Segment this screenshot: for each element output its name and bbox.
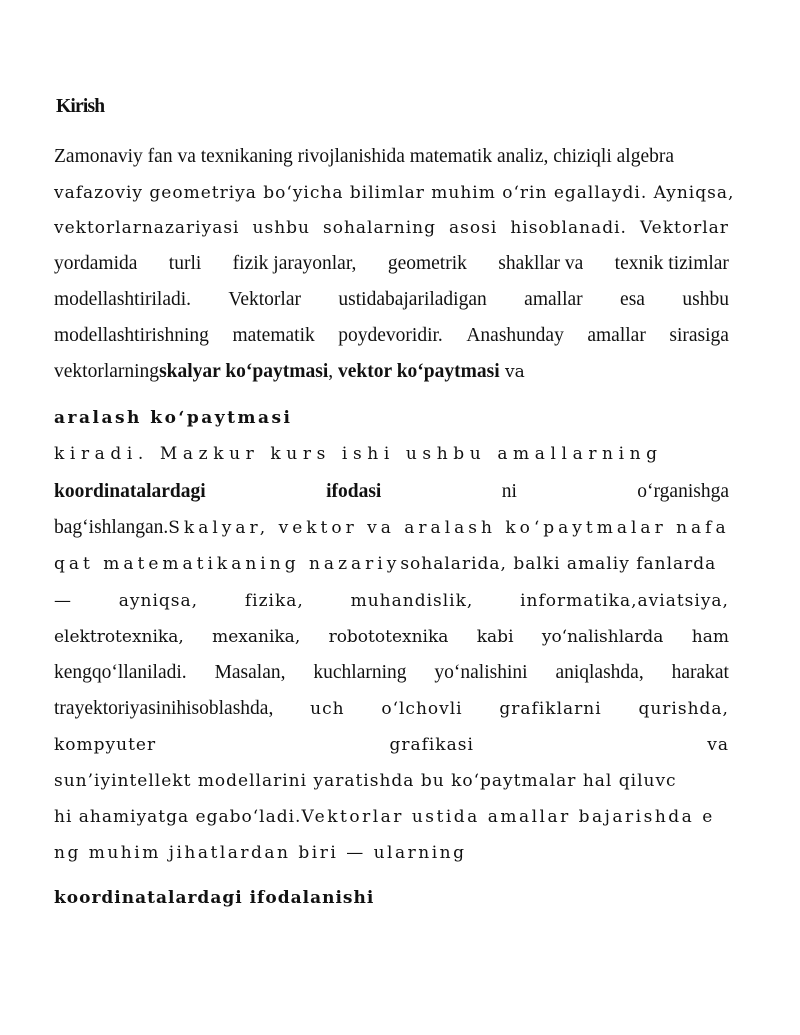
word: yo‘nalishini xyxy=(434,662,528,683)
text-line-4 xyxy=(54,252,729,276)
text-line-8 xyxy=(54,406,729,430)
word: harakat xyxy=(671,662,729,683)
word: ushbu xyxy=(682,289,729,310)
word: ustidabajariladigan xyxy=(338,289,487,310)
word: o‘lchovli xyxy=(381,699,463,719)
text-line-18 xyxy=(54,769,729,793)
word: trayektoriyasinihisoblashda, xyxy=(54,698,274,719)
text-line-3 xyxy=(54,216,729,240)
text-line-2 xyxy=(54,181,735,205)
word: kompyuter xyxy=(54,735,157,755)
text-line-9 xyxy=(54,442,729,466)
text-line-6 xyxy=(54,324,729,348)
text-line-19 xyxy=(54,805,729,829)
word: uch xyxy=(310,699,345,719)
bold-term: vektor ko‘paytmasi xyxy=(338,361,500,382)
word: esa xyxy=(620,289,645,310)
word: vektorlarnazariyasi xyxy=(54,218,240,238)
word: o‘rganishga xyxy=(637,481,729,502)
word: amallar xyxy=(587,325,646,346)
text-line-11 xyxy=(54,516,729,540)
word: matematik xyxy=(232,325,315,346)
word: robototexnika xyxy=(328,627,449,647)
word: qurishda, xyxy=(638,699,729,719)
word: kuchlarning xyxy=(313,662,407,683)
text-line-17 xyxy=(54,733,729,757)
word: sirasiga xyxy=(669,325,729,346)
word: texnik tizimlar xyxy=(614,253,729,274)
word: grafikasi xyxy=(389,735,474,755)
word: Masalan, xyxy=(214,662,286,683)
text-line-1 xyxy=(54,145,729,169)
line-text: bag‘ishlangan. xyxy=(54,517,169,538)
word: turli xyxy=(168,253,202,274)
word: hisoblanadi. xyxy=(510,218,627,238)
line-text: Skalyar, vektor va aralash ko‘paytmalar nafa xyxy=(168,518,730,538)
line-text: Zamonaviy fan va texnikaning rivojlanishida matematik analiz, chiziqli algebra xyxy=(54,146,674,167)
word: sohalarning xyxy=(323,218,436,238)
word: Vektorlar xyxy=(639,218,729,238)
word: modellashtirishning xyxy=(54,325,209,346)
text-line-10 xyxy=(54,480,729,504)
word: modellashtiriladi. xyxy=(54,289,192,310)
text-line-12 xyxy=(54,552,729,576)
word: grafiklarni xyxy=(499,699,602,719)
bold-term: ifodasi xyxy=(326,481,382,502)
line-text: , xyxy=(328,361,339,382)
word: elektrotexnika, xyxy=(54,627,184,647)
line-text: sohalarida, balki amaliy fanlarda xyxy=(400,554,717,574)
word: kengqo‘llaniladi. xyxy=(54,662,187,683)
line-text: va xyxy=(499,362,525,382)
line-text: kiradi. Mazkur kurs ishi ushbu amallarning xyxy=(54,444,663,464)
line-text: sun’iyintellekt modellarini yaratishda bu ko‘paytmalar hal qiluvc xyxy=(54,771,677,791)
word: asosi xyxy=(449,218,498,238)
word: — xyxy=(54,591,72,611)
word: mexanika, xyxy=(212,627,301,647)
line-text: ng muhim jihatlardan biri — ularning xyxy=(54,843,467,863)
text-line-15 xyxy=(54,661,729,685)
text-line-5 xyxy=(54,288,729,312)
word: fizik jarayonlar, xyxy=(232,253,357,274)
word: ham xyxy=(691,627,729,647)
line-text: Vektorlar ustida amallar bajarishda e xyxy=(301,807,715,827)
text-line-13 xyxy=(54,589,729,613)
line-text: vektorlarning xyxy=(54,361,160,382)
line-text: qat matematikaning nazariy xyxy=(54,554,401,574)
word: yordamida xyxy=(54,253,138,274)
line-text: vafazoviy geometriya bo‘yicha bilimlar muhim o‘rin egallaydi. Ayniqsa, xyxy=(54,183,735,203)
word: fizika, xyxy=(244,591,304,611)
text-line-20 xyxy=(54,841,729,865)
word: geometrik xyxy=(387,253,467,274)
word: Anashunday xyxy=(466,325,564,346)
word: va xyxy=(707,735,729,755)
line-text: hi ahamiyatga egabo‘ladi. xyxy=(54,807,302,827)
bold-term: koordinatalardagi xyxy=(54,481,206,502)
word: amallar xyxy=(524,289,583,310)
word: muhandislik, xyxy=(350,591,474,611)
word: ushbu xyxy=(252,218,310,238)
bold-term: aralash ko‘paytmasi xyxy=(54,408,293,428)
word: yo‘nalishlarda xyxy=(541,627,664,647)
text-line-14 xyxy=(54,625,729,649)
word: poydevoridir. xyxy=(338,325,443,346)
word: Vektorlar xyxy=(228,289,301,310)
bold-term: skalyar ko‘paytmasi xyxy=(159,361,329,382)
section-heading: Kirish xyxy=(56,96,105,117)
text-line-16 xyxy=(54,697,729,721)
word: aniqlashda, xyxy=(555,662,644,683)
word: ayniqsa, xyxy=(118,591,199,611)
word: ni xyxy=(501,481,517,502)
text-line-21 xyxy=(54,886,729,910)
word: kabi xyxy=(476,627,514,647)
word: shakllar va xyxy=(498,253,584,274)
word: informatika,aviatsiya, xyxy=(520,591,729,611)
text-line-7 xyxy=(54,360,729,384)
bold-term: koordinatalardagi ifodalanishi xyxy=(54,888,375,908)
